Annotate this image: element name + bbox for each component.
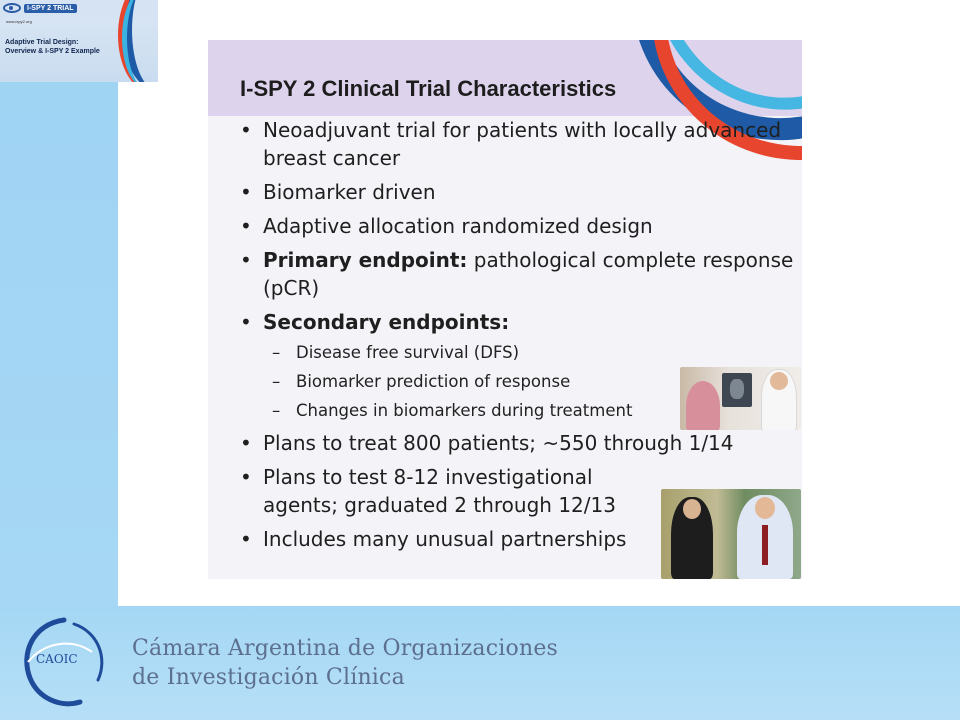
bullet-text: Plans to test 8-12 investigational agents; graduated 2 through 12/13 bbox=[263, 465, 616, 517]
org-name-line2: de Investigación Clínica bbox=[132, 665, 405, 690]
eye-icon bbox=[3, 3, 21, 13]
bullet-item bbox=[236, 246, 796, 302]
bullet-item bbox=[236, 429, 796, 457]
site-url: www.ispy2.org bbox=[6, 19, 32, 24]
sub-bullet-text: Changes in biomarkers during treatment bbox=[296, 401, 633, 420]
sub-bullet-text: Disease free survival (DFS) bbox=[296, 343, 520, 362]
sub-bullet-item bbox=[272, 338, 796, 367]
woman-figure bbox=[671, 497, 713, 579]
man-figure bbox=[737, 495, 793, 579]
bullet-dot: • bbox=[240, 118, 252, 142]
bullet-text: Neoadjuvant trial for patients with locally advanced breast cancer bbox=[263, 118, 782, 170]
left-band bbox=[0, 0, 118, 606]
sub-bullet-dash: – bbox=[272, 343, 281, 362]
brand-label: I-SPY 2 TRIAL bbox=[24, 4, 77, 13]
bullet-text: Biomarker driven bbox=[263, 180, 436, 204]
thumbnail-title-line2: Overview & I-SPY 2 Example bbox=[5, 48, 100, 55]
bullet-dot: • bbox=[240, 431, 252, 455]
slide-panel bbox=[208, 40, 802, 579]
bullet-dot: • bbox=[240, 180, 252, 204]
sub-bullet-dash: – bbox=[272, 401, 281, 420]
patient-figure bbox=[686, 381, 720, 430]
bullet-item bbox=[236, 463, 656, 519]
doctor-patient-photo bbox=[680, 367, 801, 430]
swoosh-decoration bbox=[122, 0, 158, 82]
bullet-item bbox=[236, 212, 796, 240]
bullet-bold-text: Secondary endpoints: bbox=[263, 310, 510, 334]
caoic-logo-text: CAOIC bbox=[36, 652, 78, 666]
bullet-dot: • bbox=[240, 214, 252, 238]
partners-photo bbox=[661, 489, 801, 579]
xray-image bbox=[722, 373, 752, 407]
thumbnail-title-line1: Adaptive Trial Design: bbox=[5, 39, 79, 46]
org-name-line1: Cámara Argentina de Organizaciones bbox=[132, 636, 559, 661]
sub-bullet-dash: – bbox=[272, 372, 281, 391]
bullet-dot: • bbox=[240, 465, 252, 489]
header-thumbnail bbox=[0, 0, 158, 82]
doctor-figure bbox=[761, 369, 797, 430]
bullet-item bbox=[236, 116, 796, 172]
sub-bullet-text: Biomarker prediction of response bbox=[296, 372, 571, 391]
bullet-item bbox=[236, 178, 796, 206]
bullet-dot: • bbox=[240, 310, 252, 334]
bullet-dot: • bbox=[240, 248, 252, 272]
bullet-text: pathological complete response (pCR) bbox=[263, 248, 794, 300]
bullet-item bbox=[236, 308, 796, 336]
bullet-text: Adaptive allocation randomized design bbox=[263, 214, 653, 238]
bullet-dot: • bbox=[240, 527, 252, 551]
slide-title: I-SPY 2 Clinical Trial Characteristics bbox=[240, 76, 617, 101]
bullet-text: Plans to treat 800 patients; ~550 through 1/14 bbox=[263, 431, 734, 455]
bullet-bold-text: Primary endpoint: bbox=[263, 248, 468, 272]
bullet-text: Includes many unusual partnerships bbox=[263, 527, 627, 551]
bullet-list bbox=[236, 116, 796, 553]
ispy-logo bbox=[3, 3, 77, 13]
footer-band bbox=[0, 606, 960, 720]
